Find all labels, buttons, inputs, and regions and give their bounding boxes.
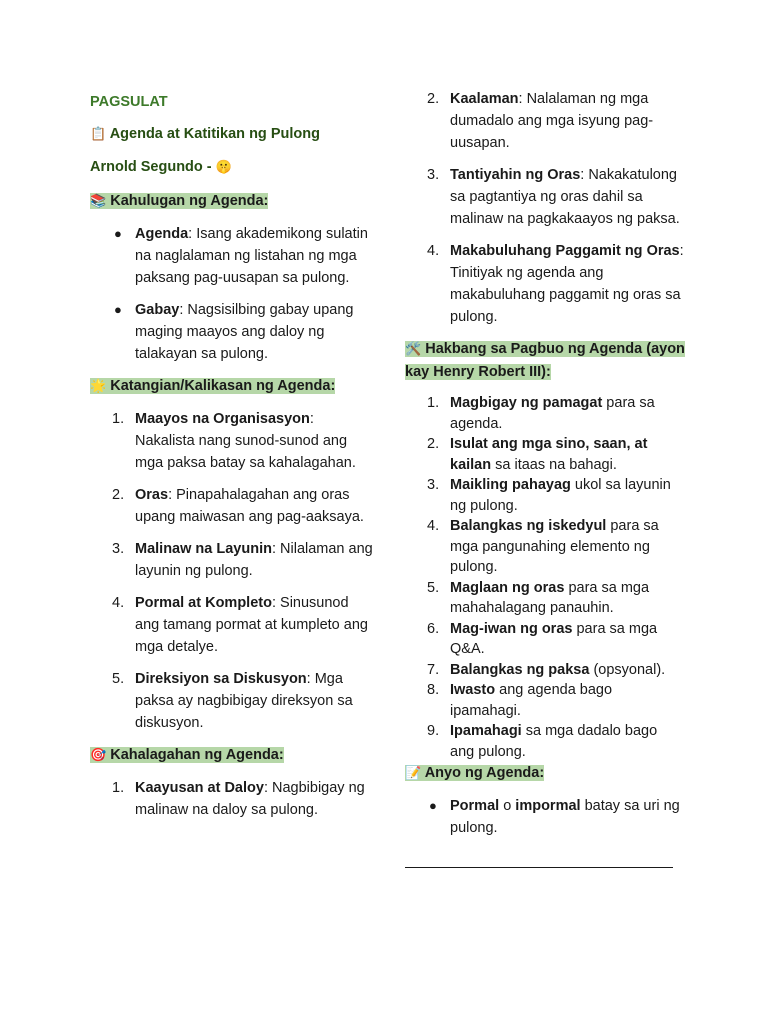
item-number: 4. (112, 595, 125, 611)
list-item (405, 393, 685, 434)
item-text: sa mga dadalo bago ang pulong. (450, 723, 658, 760)
list-item (90, 408, 375, 474)
item-term: Ipamahagi (450, 723, 522, 739)
clipboard-icon: 📋 (90, 127, 107, 142)
item-term: Agenda (135, 226, 189, 242)
list-item (405, 795, 685, 839)
item-text: batay sa uri ng pulong. (450, 798, 680, 836)
item-number: 5. (427, 579, 440, 596)
item-term: Balangkas ng paksa (450, 661, 590, 678)
section-title: Hakbang sa Pagbuo ng Agenda (ayon kay Henry Robert III): (405, 341, 685, 380)
star-icon: 🌟 (90, 379, 107, 394)
list-item (405, 475, 685, 516)
item-term: Maglaan ng oras (450, 579, 565, 596)
item-text: : Nilalaman ang layunin ng pulong. (135, 541, 373, 579)
tools-icon: 🛠️ (405, 342, 422, 357)
item-number: 3. (112, 541, 125, 557)
list-item (405, 660, 685, 681)
section-title: Katangian/Kalikasan ng Agenda: (110, 378, 336, 394)
section-heading-katangian (90, 375, 375, 398)
list-item (405, 680, 685, 721)
item-term: Oras (135, 487, 169, 503)
item-number: 7. (427, 661, 440, 678)
item-number: 2. (427, 436, 440, 452)
item-text: : Nagbibigay ng malinaw na daloy sa pulong. (135, 780, 365, 818)
item-connector: o (499, 798, 516, 814)
item-term: Kaayusan at Daloy (135, 780, 264, 796)
list-item (405, 619, 685, 660)
anyo-list (405, 795, 685, 839)
item-text: sa itaas na bahagi. (491, 456, 617, 473)
list-item (90, 777, 375, 821)
shushing-face-icon: 🤫 (215, 160, 232, 175)
list-item (405, 88, 685, 154)
list-item (405, 434, 685, 475)
item-term: Isulat ang mga sino, saan, at kailan (450, 436, 648, 473)
section-heading-kahulugan (90, 190, 375, 213)
section-title: Anyo ng Agenda: (424, 765, 545, 781)
item-term: Malinaw na Layunin (135, 541, 272, 557)
list-item (405, 516, 685, 578)
list-item (90, 484, 375, 528)
item-text: : Nakakatulong sa pagtantiya ng oras dahil sa malinaw na pagkakaayos ng paksa. (450, 167, 680, 227)
kahalagahan-list-part1 (90, 777, 375, 821)
item-number: 5. (112, 671, 125, 687)
list-item (90, 592, 375, 658)
item-text: : Mga paksa ay nagbibigay direksyon sa diskusyon. (135, 671, 353, 731)
item-term: impormal (515, 798, 581, 814)
item-number: 1. (427, 395, 440, 411)
item-term: Pormal at Kompleto (135, 595, 272, 611)
item-number: 2. (112, 487, 125, 503)
list-item (90, 299, 375, 365)
item-term: Pormal (450, 798, 500, 814)
bullet-icon: ● (114, 226, 122, 241)
bullet-icon: ● (114, 302, 122, 317)
section-heading-anyo (405, 762, 685, 785)
item-term: Mag-iwan ng oras (450, 620, 573, 637)
item-text: ang agenda bago ipamahagi. (450, 682, 613, 719)
section-title: Kahulugan ng Agenda: (110, 193, 269, 209)
item-number: 6. (427, 620, 440, 637)
item-text: : Nalalaman ng mga dumadalo ang mga isyung pag-uusapan. (450, 91, 654, 151)
item-term: Maayos na Organisasyon (135, 411, 310, 427)
list-item (405, 578, 685, 619)
list-item (405, 164, 685, 230)
item-text: : Tinitiyak ng agenda ang makabuluhang paggamit ng oras sa pulong. (450, 243, 684, 325)
item-number: 1. (112, 780, 125, 796)
item-term: Tantiyahin ng Oras (450, 167, 581, 183)
item-number: 1. (112, 411, 125, 427)
category-label: PAGSULAT (90, 94, 168, 110)
item-number: 4. (427, 243, 440, 259)
list-item (405, 240, 685, 328)
section-title: Kahalagahan ng Agenda: (110, 747, 284, 763)
item-text: para sa mga pangunahing elemento ng pulong. (450, 518, 659, 575)
author-name: Arnold Segundo - (90, 159, 212, 175)
document-title-text: Agenda at Katitikan ng Pulong (109, 126, 320, 142)
horizontal-rule (405, 867, 673, 868)
item-text: para sa mga mahahalagang panauhin. (450, 579, 650, 616)
bullet-icon: ● (429, 798, 437, 813)
section-heading-kahalagahan (90, 744, 375, 767)
list-item (90, 223, 375, 289)
document-title (90, 124, 375, 145)
list-item (90, 538, 375, 582)
item-text: : Nakalista nang sunod-sunod ang mga paksa batay sa kahalagahan. (135, 411, 356, 471)
left-column (90, 88, 375, 831)
item-term: Direksiyon sa Diskusyon (135, 671, 307, 687)
item-term: Makabuluhang Paggamit ng Oras (450, 243, 680, 259)
item-text: : Pinapahalagahan ang oras upang maiwasan ang pag-aaksaya. (135, 487, 364, 525)
item-number: 2. (427, 91, 440, 107)
item-number: 4. (427, 518, 440, 534)
hakbang-list (405, 393, 685, 762)
item-term: Maikling pahayag (450, 477, 571, 493)
item-text: para sa mga Q&A. (450, 620, 658, 657)
list-item (405, 721, 685, 762)
kahalagahan-list-part2 (405, 88, 685, 328)
item-number: 9. (427, 723, 440, 739)
katangian-list (90, 408, 375, 734)
item-text: : Isang akademikong sulatin na naglalaman ng listahan ng mga paksang pag-uusapan sa pulong. (135, 226, 368, 286)
item-text: : Sinusunod ang tamang pormat at kumpleto ang mga detalye. (135, 595, 368, 655)
item-term: Iwasto (450, 682, 496, 698)
item-term: Gabay (135, 302, 180, 318)
item-term: Magbigay ng pamagat (450, 395, 603, 411)
kahulugan-list (90, 223, 375, 365)
right-column (405, 88, 685, 868)
books-icon: 📚 (90, 194, 107, 209)
author-line (90, 157, 375, 178)
item-number: 3. (427, 167, 440, 183)
item-number: 3. (427, 477, 440, 493)
memo-icon: 📝 (405, 766, 422, 781)
target-icon: 🎯 (90, 748, 107, 763)
item-number: 8. (427, 682, 440, 698)
item-text: : Nagsisilbing gabay upang maging maayos ang daloy ng talakayan sa pulong. (135, 302, 354, 362)
item-term: Balangkas ng iskedyul (450, 518, 607, 534)
item-text: para sa agenda. (450, 395, 655, 432)
section-heading-hakbang (405, 338, 685, 383)
item-term: Kaalaman (450, 91, 519, 107)
item-text: (opsyonal). (589, 661, 666, 678)
list-item (90, 668, 375, 734)
item-text: ukol sa layunin ng pulong. (450, 477, 671, 514)
